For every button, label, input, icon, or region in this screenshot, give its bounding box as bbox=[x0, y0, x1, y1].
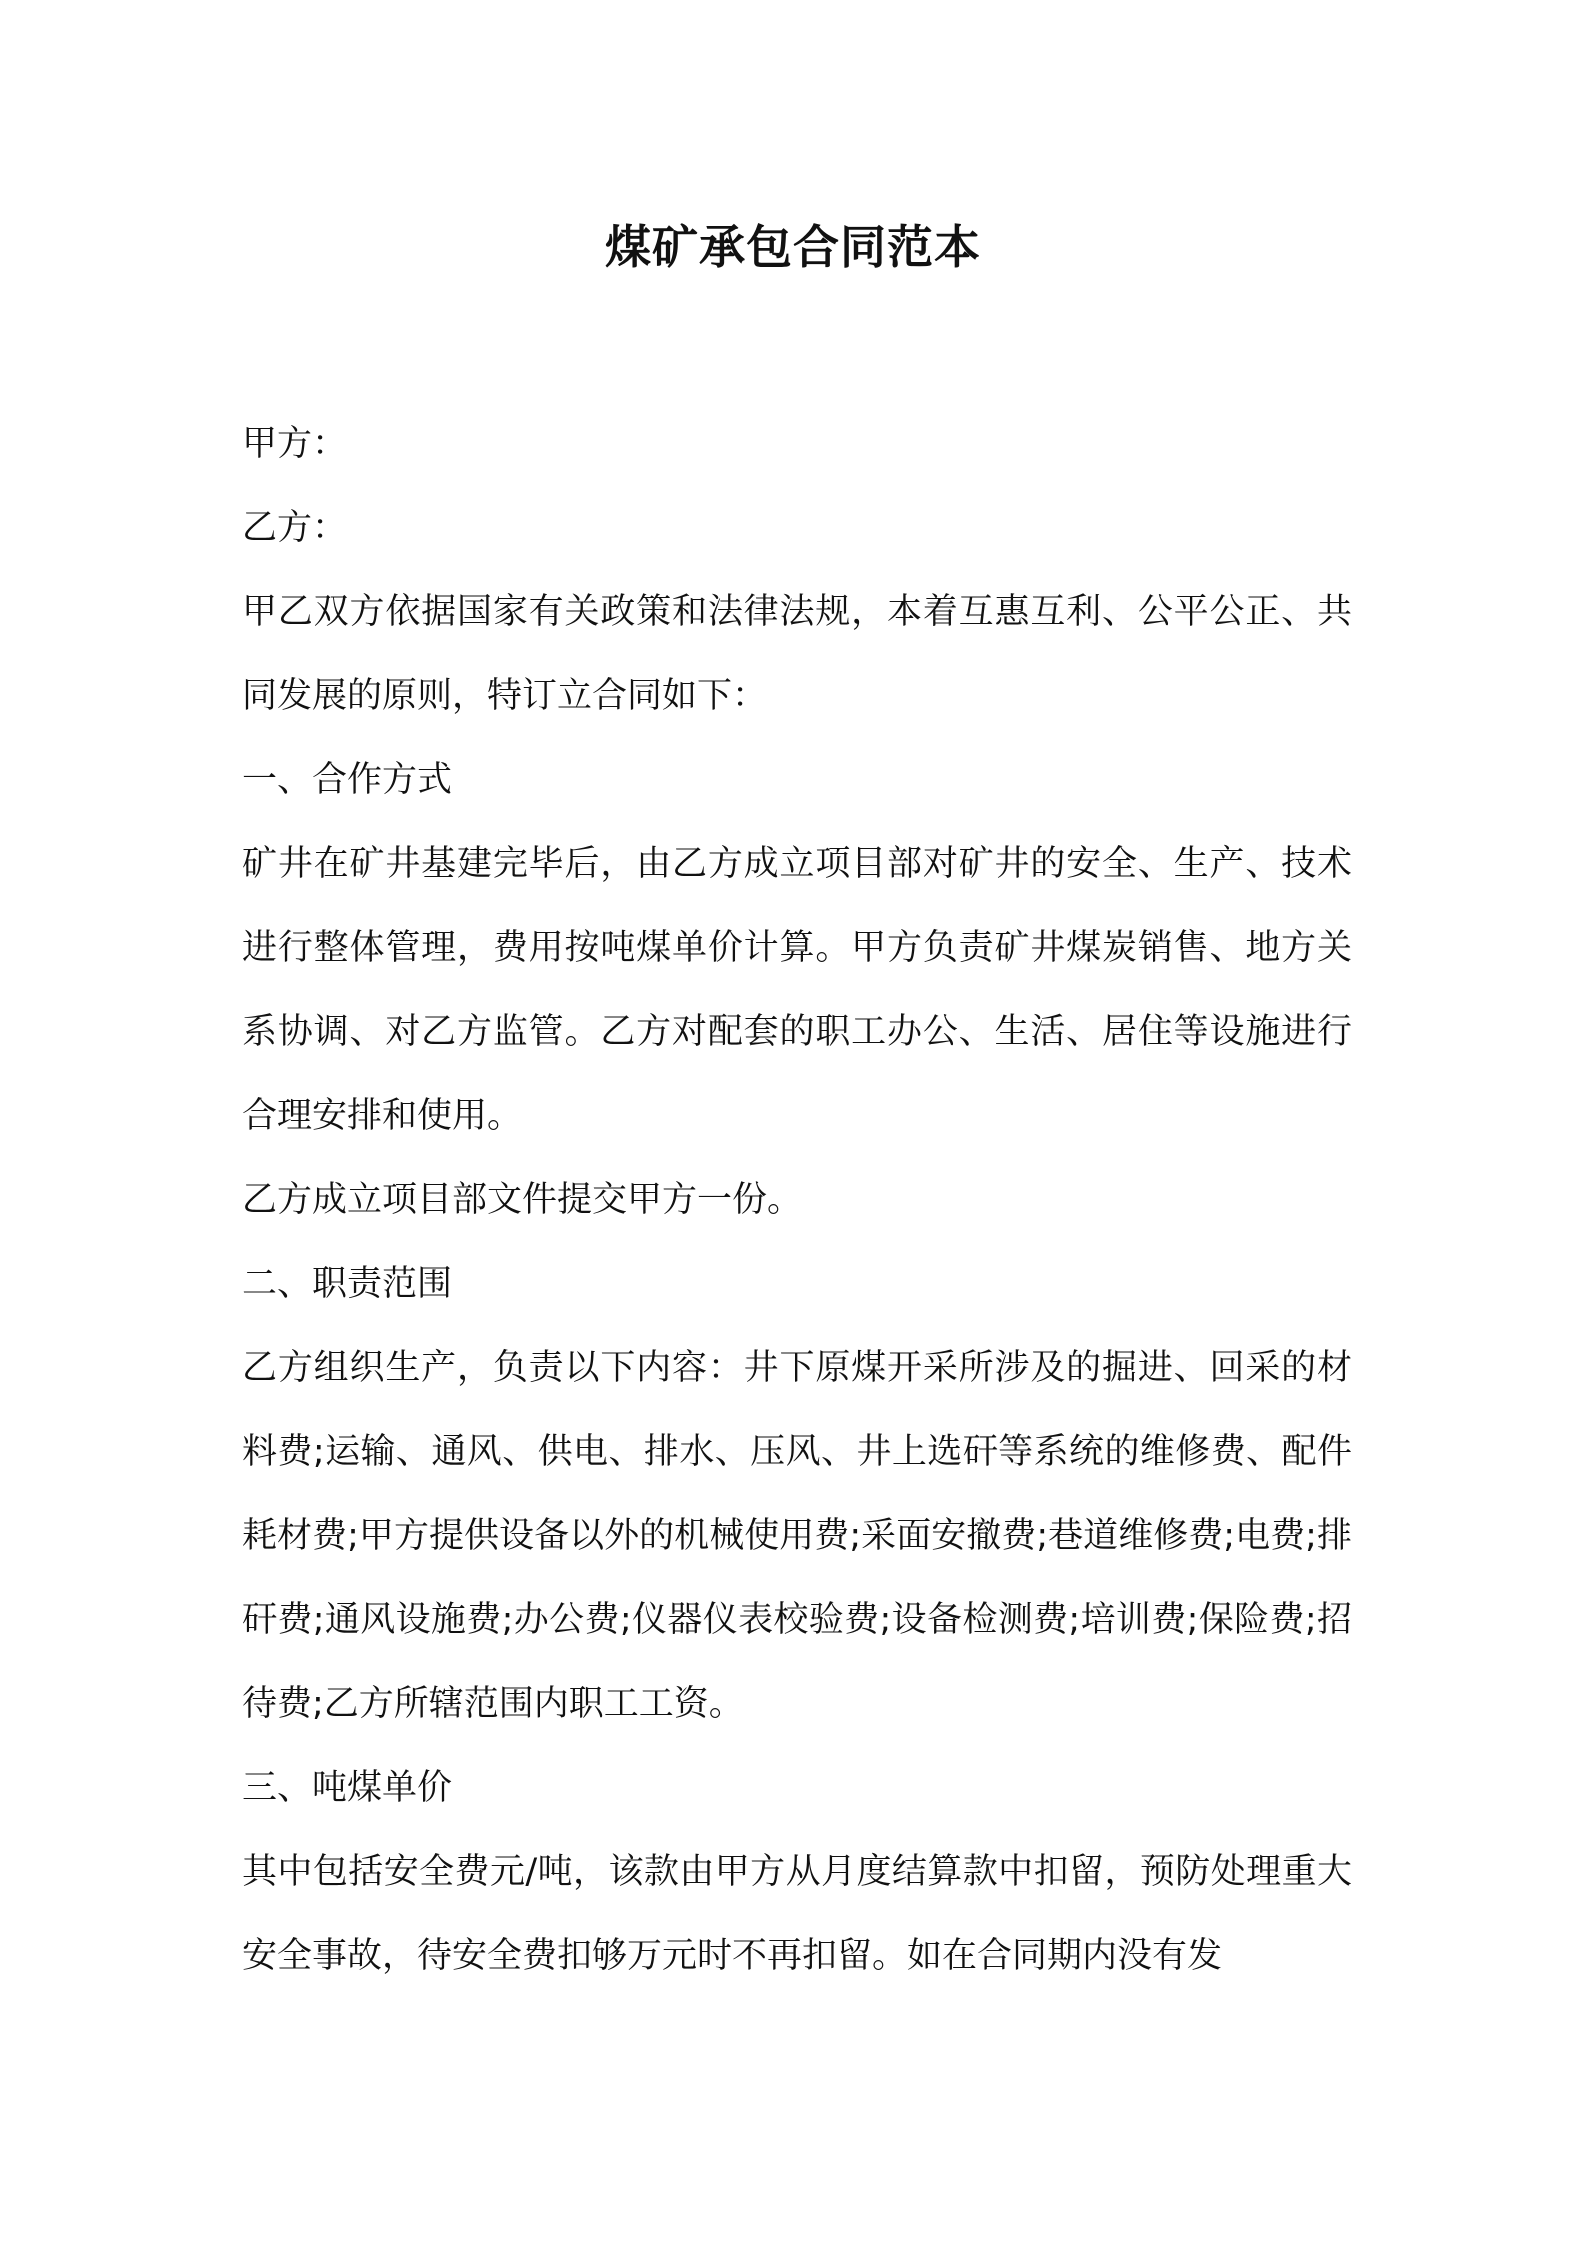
party-a-line: 甲方： bbox=[242, 424, 348, 464]
document-title: 煤矿承包合同范本 bbox=[605, 220, 981, 274]
unit-price-paragraph: 其中包括安全费元/吨，该款由甲方从月度结算款中扣留，预防处理重大安全事故，待安全费扣够万元时不再扣留。如在合同期内没有发 bbox=[242, 1852, 1352, 1976]
cooperation-paragraph: 矿井在矿井基建完毕后，由乙方成立项目部对矿井的安全、生产、技术进行整体管理，费用按吨煤单价计算。甲方负责矿井煤炭销售、地方关系协调、对乙方监管。乙方对配套的职工办公、生活、居住等设施进行合理安排和使用。 bbox=[242, 844, 1352, 1136]
section-heading-unit-price: 三、吨煤单价 bbox=[242, 1768, 453, 1808]
project-department-paragraph: 乙方成立项目部文件提交甲方一份。 bbox=[242, 1180, 803, 1220]
preamble-paragraph: 甲乙双方依据国家有关政策和法律法规，本着互惠互利、公平公正、共同发展的原则，特订立合同如下： bbox=[242, 592, 1352, 716]
responsibilities-paragraph: 乙方组织生产，负责以下内容：井下原煤开采所涉及的掘进、回采的材料费;运输、通风、供电、排水、压风、井上选矸等系统的维修费、配件耗材费;甲方提供设备以外的机械使用费;采面安撤费;巷道维修费;电费;排矸费;通风设施费;办公费;仪器仪表校验费;设备检测费;培训费;保险费;招待费;乙方所辖范围内职工工资。 bbox=[242, 1348, 1352, 1724]
document-body bbox=[242, 402, 1352, 1998]
party-b-line: 乙方： bbox=[242, 508, 348, 548]
section-heading-cooperation: 一、合作方式 bbox=[242, 760, 453, 800]
section-heading-responsibilities: 二、职责范围 bbox=[242, 1264, 453, 1304]
